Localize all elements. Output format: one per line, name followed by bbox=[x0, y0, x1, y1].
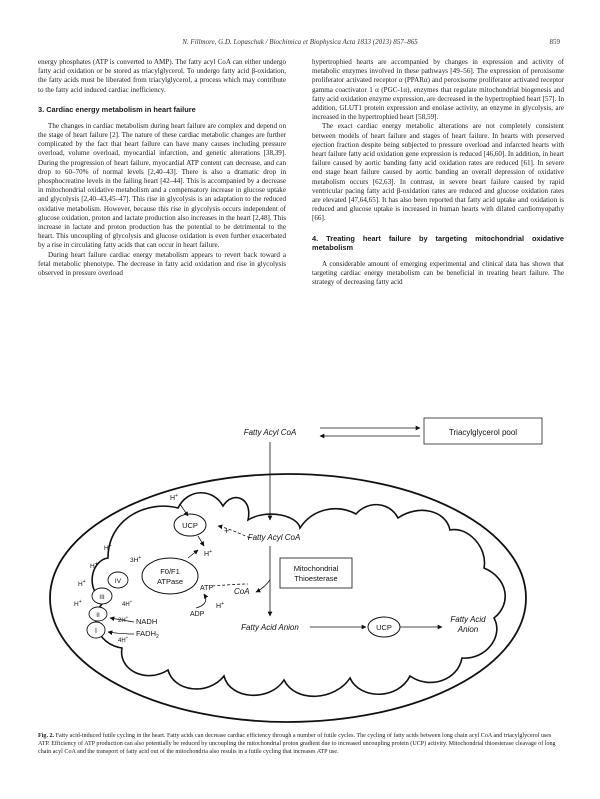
fatty-acyl-coa-top-label: Fatty Acyl CoA bbox=[243, 428, 297, 437]
section-3-paragraph-1: The changes in cardiac metabolism during heart failure are complex and depend on the stage of heart failure [2]. The nature of these cardiac metabolic changes are further complicated by the fact that heart failure can have many causes including pressure overload, volume overload, myocardial infarction, and genetic alterations [38,39]. During the progression of heart failure, myocardial ATP content can decrease, and can drop to 60–70% of normal levels [2,40–43]. There is also a dramatic drop in phosphocreatine levels in the failing heart [42–44]. This is accompanied by a decrease in mitochondrial oxidative metabolism and a compensatory increase in glucose uptake and glycolysis [2,40–43,45–47]. This rise in glycolysis is an adaptation to the reduced oxidative metabolism. However, because this rise in glycolysis occurs independent of glucose oxidation, proton and lactate production also increases in the heart [2,48]. This increase in lactate and proton production has the potential to be detrimental to the heart. This uncoupling of glycolysis and glucose oxidation is even further exacerbated by a rise in circulating fatty acids that can occur in heart failure. bbox=[38, 121, 286, 250]
h2-label: 2H+ bbox=[118, 615, 129, 624]
right-paragraph-2: The exact cardiac energy metabolic alterations are not completely consistent between models of heart failure and stages of heart failure. In hearts with preserved ejection fraction despite being subjected to pressure overload and infarcted hearts with heart failure fatty acid oxidation gene expression is reduced [46,60]. In addition, in heart failure caused by aortic banding fatty acid oxidation rates are reduced [61]. In severe end stage heart failure caused by aortic banding an overall depression of oxidative metabolism occurs [62,63]. In contrast, in severe heart failure caused by rapid ventricular pacing fatty acid β-oxidation rates are reduced and glucose oxidation rates are elevated [47,64,65]. It has also been reported that fatty acid uptake and oxidation is reduced and glucose uptake is increased in human hearts with dilated cardiomyopathy [66]. bbox=[312, 122, 564, 223]
section-4-paragraph-1: A considerable amount of emerging experimental and clinical data has shown that targeting cardiac energy metabolism can be beneficial in treating heart failure. The strategy of decreasing fatty acid bbox=[312, 259, 564, 287]
right-column bbox=[312, 58, 564, 287]
arrow-atp-to-coa bbox=[212, 584, 248, 586]
figure-caption bbox=[38, 732, 564, 756]
section-3-heading: 3. Cardiac energy metabolism in heart failure bbox=[38, 104, 196, 114]
adp-label: ADP bbox=[190, 611, 205, 618]
left-intro-paragraph: energy phosphates (ATP is converted to AMP). The fatty acyl CoA can either undergo fatty acid oxidation or be stored as triacylglycerol. To undergo fatty acid β-oxidation, the fatty acids must be liberated from triacylglycerol, a process which may contribute to the fatty acid induced cardiac inefficiency. bbox=[38, 58, 286, 94]
arrow-coa-to-ucp bbox=[218, 526, 250, 538]
f0f1-atpase bbox=[142, 558, 198, 594]
arrow-ucp-h bbox=[180, 504, 188, 516]
h-plus-atpase-right: H+ bbox=[216, 601, 224, 610]
left-column bbox=[38, 58, 286, 278]
atp-label: ATP bbox=[200, 585, 214, 592]
caption-label: Fig. 2. bbox=[38, 733, 55, 739]
coa-label: CoA bbox=[234, 587, 250, 596]
h-plus-etc-4: H+ bbox=[74, 599, 82, 608]
complex-i-label: I bbox=[95, 628, 97, 635]
arrow-atpase-h bbox=[188, 550, 198, 558]
h-plus-etc-1: H+ bbox=[104, 543, 112, 552]
f0f1-label-1: F0/F1 bbox=[160, 567, 180, 576]
section-4-heading: 4. Treating heart failure by targeting mitochondrial oxidative metabolism bbox=[312, 233, 564, 252]
complex-ii-label: II bbox=[96, 612, 100, 619]
fatty-acyl-coa-mito-label: Fatty Acyl CoA bbox=[247, 533, 301, 542]
h-plus-ucp-top: H+ bbox=[170, 493, 178, 502]
fatty-acid-anion-out-label-2: Anion bbox=[457, 625, 479, 634]
fadh2-label: $FADH_2$ bbox=[136, 629, 159, 640]
complex-iii-label: III bbox=[99, 594, 105, 601]
h4-label-2: 4H+ bbox=[118, 635, 129, 644]
page-number: 859 bbox=[549, 38, 560, 46]
h4-label-1: 4H+ bbox=[122, 599, 133, 608]
nadh-label: NADH bbox=[136, 617, 158, 626]
h-plus-ucp-bottom: H+ bbox=[204, 549, 212, 558]
ucp-right-label: UCP bbox=[376, 623, 392, 632]
running-header bbox=[40, 38, 560, 50]
fatty-acid-anion-inner-label: Fatty Acid Anion bbox=[241, 623, 299, 632]
plus-sign: + bbox=[224, 526, 230, 536]
h3-label: 3H+ bbox=[130, 555, 142, 564]
thioesterase-box bbox=[280, 558, 352, 588]
fatty-acid-anion-out-label-1: Fatty Acid bbox=[450, 615, 486, 624]
right-paragraph-1: hypertrophied hearts are accompanied by changes in expression and activity of metabolic enzymes involved in these pathways [49–56]. The expression of peroxisome proliferator activated receptor α (PPARα) and peroxisome proliferator activated receptor gamma coactivator 1 α (PGC-1α), enzymes that regulate mitochondrial biogenesis and fatty acid oxidation enzyme expression, are decreased in the hypertrophied heart [57]. In addition, GLUT1 protein expression and enolase activity, an enzyme in glycolysis, are increased in the hypertrophied heart [58,59]. bbox=[312, 58, 564, 122]
arrow-ucp-h-out bbox=[198, 536, 204, 546]
h-plus-etc-2: H+ bbox=[90, 561, 98, 570]
triacylglycerol-pool-label: Triacylglycerol pool bbox=[448, 428, 518, 437]
section-3-paragraph-2: During heart failure cardiac energy metabolism appears to revert back toward a fetal metabolic phenotype. The decrease in fatty acid oxidation and rise in glycolysis observed in pressure overload bbox=[38, 250, 286, 278]
complex-iv-label: IV bbox=[114, 578, 122, 585]
f0f1-label-2: ATPase bbox=[156, 577, 184, 586]
arrow-to-coa bbox=[256, 580, 270, 592]
caption-text: Fatty acid-induced futile cycling in the heart. Fatty acids can decrease cardiac efficiency through a number of futile cycles. The cycling of fatty acids between long chain acyl CoA and triacylglycerol uses ATP. Efficiency of ATP production can also potentially be reduced by uncoupling the mitochondrial proton gradient due to increased uncoupling protein (UCP) activity. Mitochondrial thioesterase cleavage of long chain acyl CoA and the transport of fatty acid out of the mitochondria also results in a futile cycling that increases ATP use. bbox=[38, 733, 556, 755]
mitochondrion-inner-membrane bbox=[92, 493, 505, 697]
thioesterase-label-2: Thioesterase bbox=[294, 574, 338, 583]
arrow-fadh2-to-etc bbox=[108, 632, 134, 634]
running-title: N. Fillmore, G.D. Lopaschuk / Biochimica et Biophysica Acta 1833 (2013) 857–865 bbox=[182, 38, 418, 46]
arrow-adp-to-atp bbox=[196, 594, 206, 608]
h-plus-etc-3: H+ bbox=[78, 579, 86, 588]
figure-2-diagram bbox=[38, 408, 564, 726]
thioesterase-label-1: Mitochondrial bbox=[293, 564, 339, 573]
ucp-left-label: UCP bbox=[182, 521, 198, 530]
